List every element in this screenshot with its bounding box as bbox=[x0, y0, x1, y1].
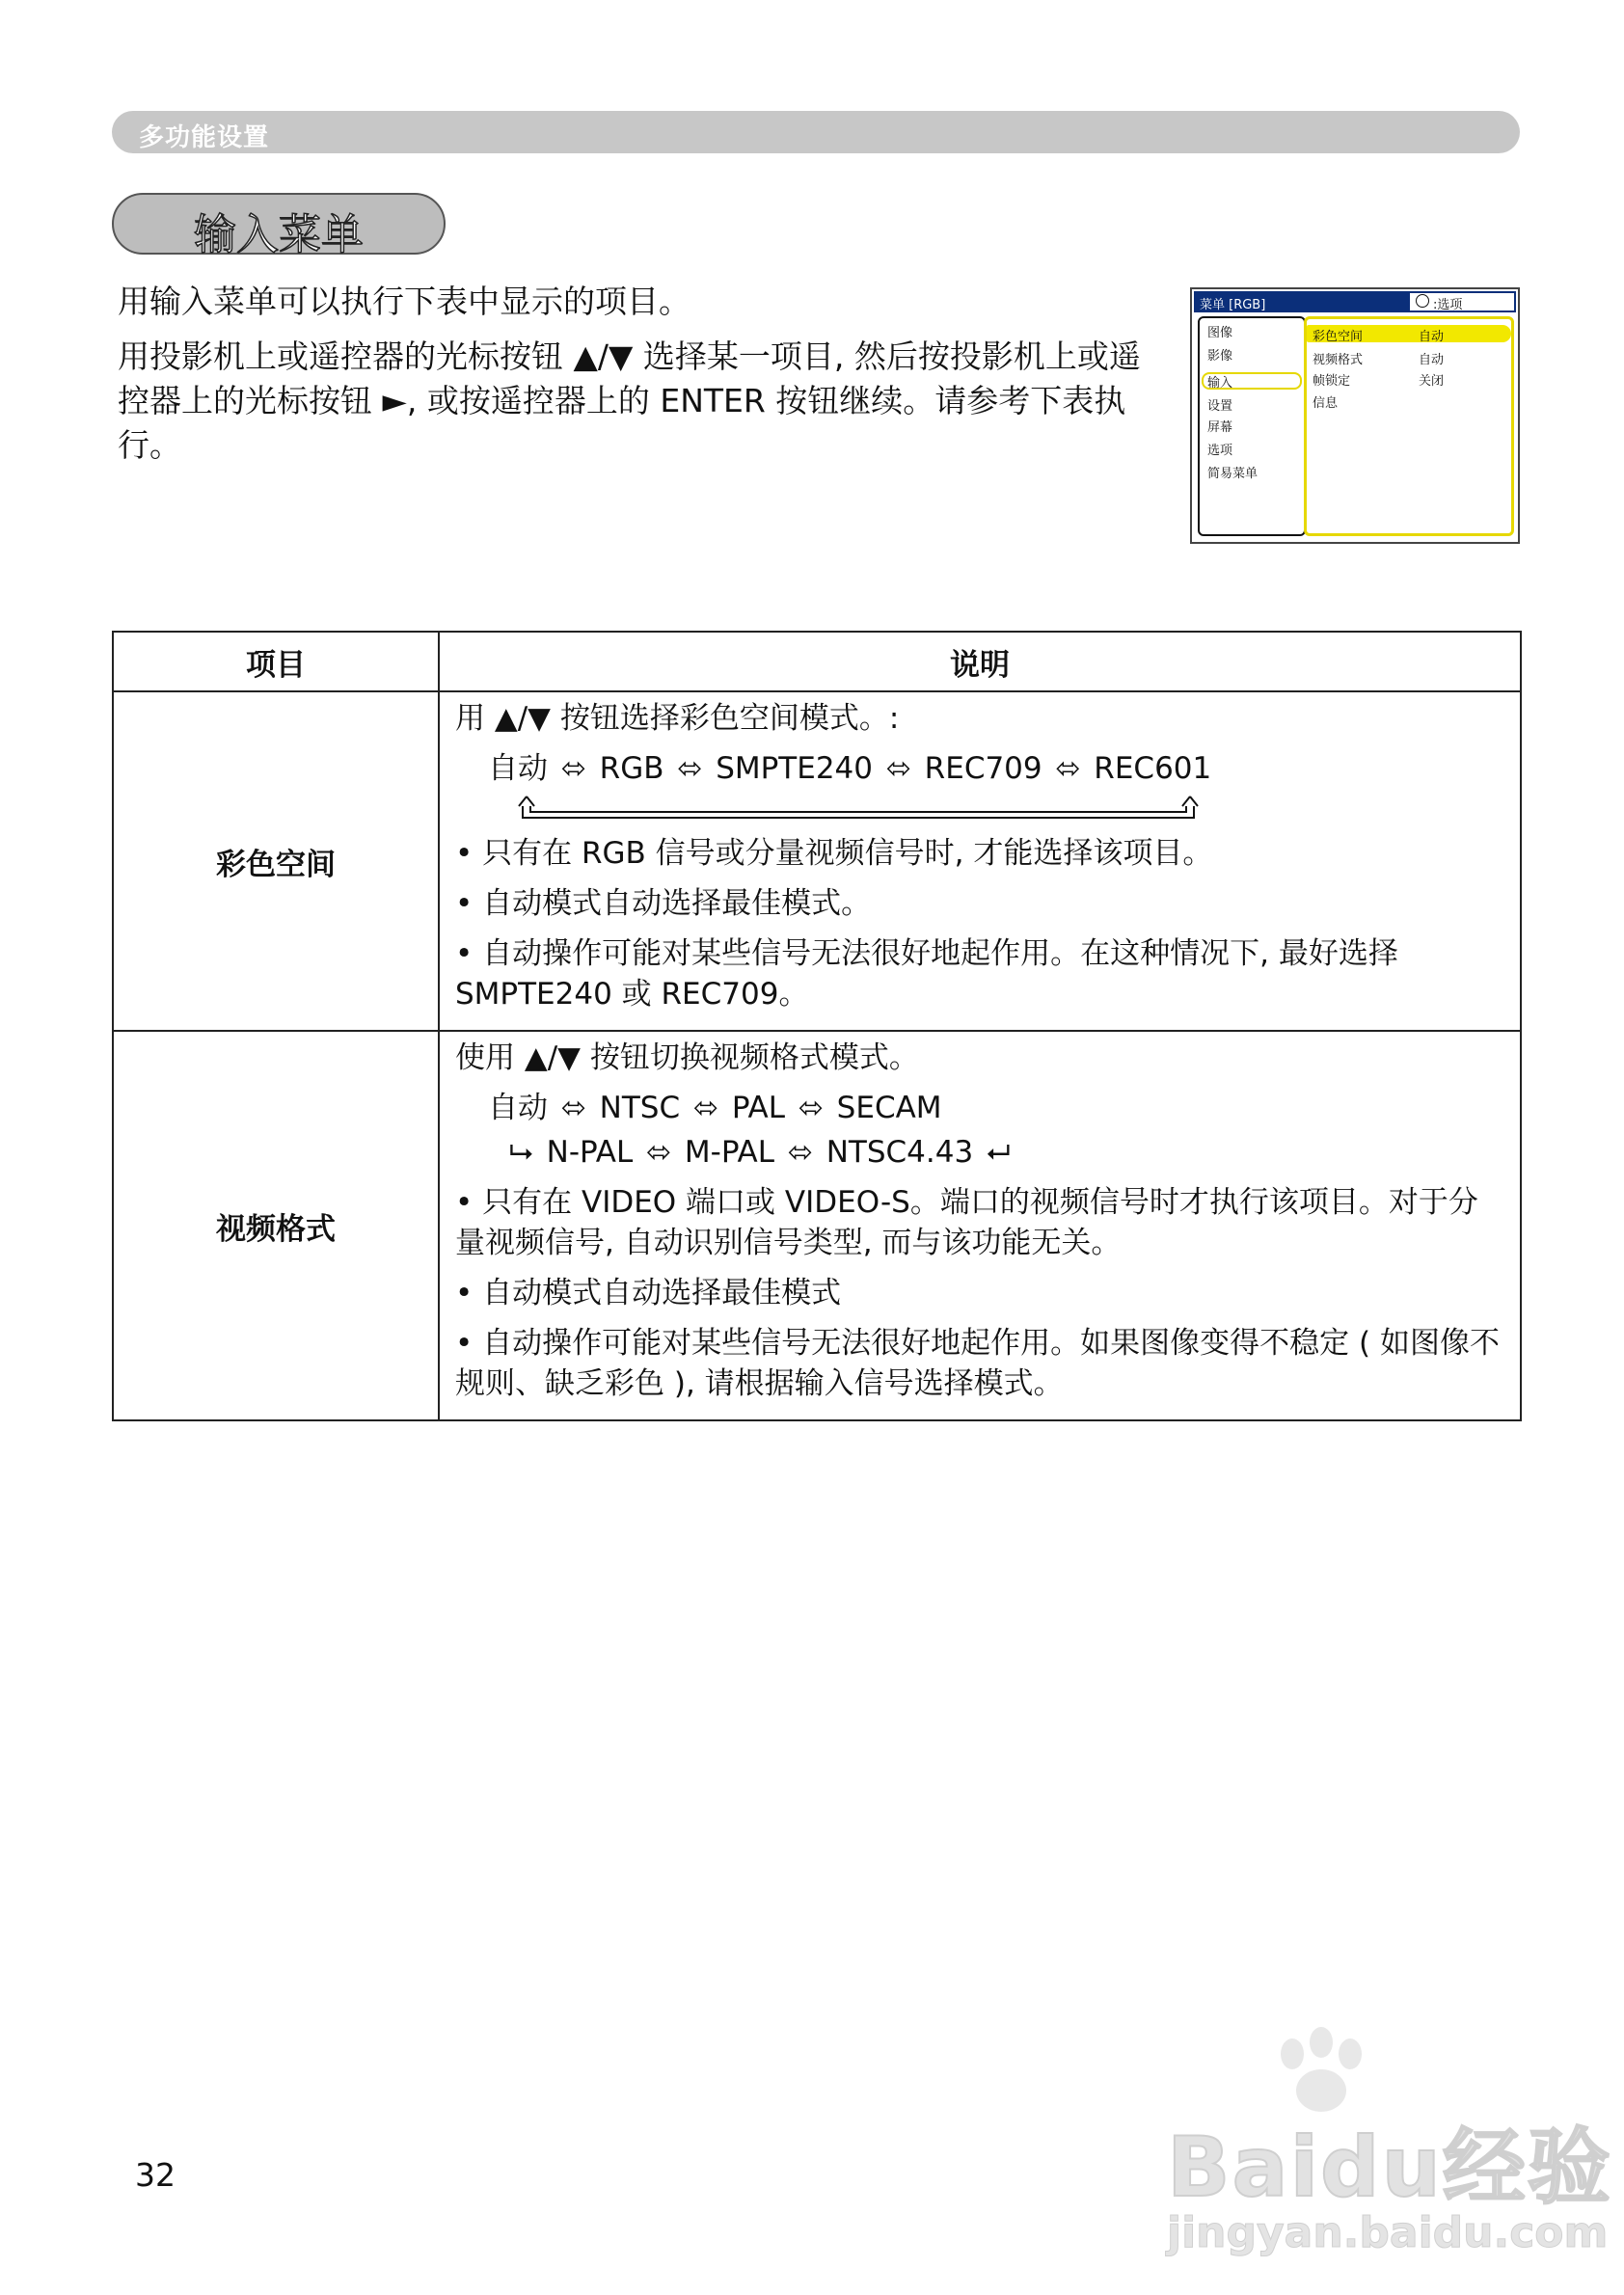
osd-row-value: 关闭 bbox=[1419, 374, 1445, 389]
row-desc bbox=[439, 691, 1521, 1031]
intro-line-2: 用投影机上或遥控器的光标按钮 ▲/▼ 选择某一项目, 然后按投影机上或遥控器上的光标按钮 ►, 或按遥控器上的 ENTER 按钮继续。请参考下表执行。 bbox=[118, 338, 1141, 464]
osd-header bbox=[1194, 291, 1516, 312]
bullet-item: • 只有在 RGB 信号或分量视频信号时, 才能选择该项目。 bbox=[455, 836, 1213, 871]
joystick-icon bbox=[1416, 294, 1429, 308]
page-title-pill bbox=[112, 193, 446, 259]
osd-menu-screenshot bbox=[1190, 287, 1520, 544]
header-item: 项目 bbox=[113, 632, 439, 691]
osd-left-menu bbox=[1198, 316, 1306, 536]
bullet-item: • 自动操作可能对某些信号无法很好地起作用。在这种情况下, 最好选择 SMPTE240 或 REC709。 bbox=[455, 936, 1398, 1012]
osd-option-label: :选项 bbox=[1433, 298, 1463, 312]
bullet-item: • 只有在 VIDEO 端口或 VIDEO-S。端口的视频信号时才执行该项目。对于分量视频信号, 自动识别信号类型, 而与该功能无关。 bbox=[455, 1185, 1478, 1260]
osd-row-name: 视频格式 bbox=[1313, 353, 1364, 367]
row-intro: 使用 ▲/▼ 按钮切换视频格式模式。 bbox=[455, 1040, 919, 1075]
intro-line-1: 用输入菜单可以执行下表中显示的项目。 bbox=[118, 283, 690, 320]
osd-row-value: 自动 bbox=[1419, 353, 1445, 367]
page-number: 32 bbox=[135, 2156, 176, 2194]
cycle-arrow-icon bbox=[513, 793, 1207, 825]
mode-sequence-2: ⮡ N-PAL ⬄ M-PAL ⬄ NTSC4.43 ⮠ bbox=[509, 1135, 1011, 1170]
bullet-item: • 自动模式自动选择最佳模式。 bbox=[455, 886, 872, 921]
osd-left-item: 设置 bbox=[1207, 399, 1233, 414]
row-intro: 用 ▲/▼ 按钮选择彩色空间模式。: bbox=[455, 701, 900, 736]
section-header-bar bbox=[112, 111, 1520, 153]
row-name: 彩色空间 bbox=[113, 691, 439, 1031]
osd-right-panel bbox=[1304, 316, 1514, 536]
page-title: 输入菜单 bbox=[194, 210, 364, 259]
settings-table bbox=[112, 631, 1522, 1421]
bullet-item: • 自动操作可能对某些信号无法很好地起作用。如果图像变得不稳定 ( 如图像不规则、缺乏彩色 ), 请根据输入信号选择模式。 bbox=[455, 1326, 1500, 1401]
table-row bbox=[113, 1031, 1521, 1420]
header-desc: 说明 bbox=[439, 632, 1521, 691]
row-name: 视频格式 bbox=[113, 1031, 439, 1420]
osd-row-name: 彩色空间 bbox=[1313, 330, 1364, 344]
watermark-brand: Baidu经验 bbox=[1167, 2120, 1612, 2216]
row-desc bbox=[439, 1031, 1521, 1420]
osd-left-item: 影像 bbox=[1207, 349, 1233, 364]
osd-row-name: 帧锁定 bbox=[1313, 374, 1351, 389]
osd-row-name: 信息 bbox=[1313, 396, 1339, 411]
table-header-row bbox=[113, 632, 1521, 691]
bullet-item: • 自动模式自动选择最佳模式 bbox=[455, 1276, 842, 1310]
osd-left-item: 屏幕 bbox=[1207, 420, 1233, 435]
osd-title: 菜单 [RGB] bbox=[1200, 298, 1266, 312]
cycle-arrow bbox=[455, 793, 1501, 825]
mode-sequence: 自动 ⬄ NTSC ⬄ PAL ⬄ SECAM bbox=[488, 1091, 942, 1125]
osd-left-item: 图像 bbox=[1207, 326, 1233, 340]
osd-row-value: 自动 bbox=[1419, 330, 1445, 344]
mode-sequence: 自动 ⬄ RGB ⬄ SMPTE240 ⬄ REC709 ⬄ REC601 bbox=[488, 751, 1212, 786]
osd-option-hint bbox=[1410, 293, 1514, 310]
table-row bbox=[113, 691, 1521, 1031]
osd-left-item: 选项 bbox=[1207, 444, 1233, 458]
osd-left-item: 简易菜单 bbox=[1207, 467, 1259, 481]
osd-left-item: 输入 bbox=[1207, 376, 1233, 391]
watermark-url: jingyan.baidu.com bbox=[1167, 2208, 1609, 2257]
section-title: 多功能设置 bbox=[139, 123, 270, 152]
